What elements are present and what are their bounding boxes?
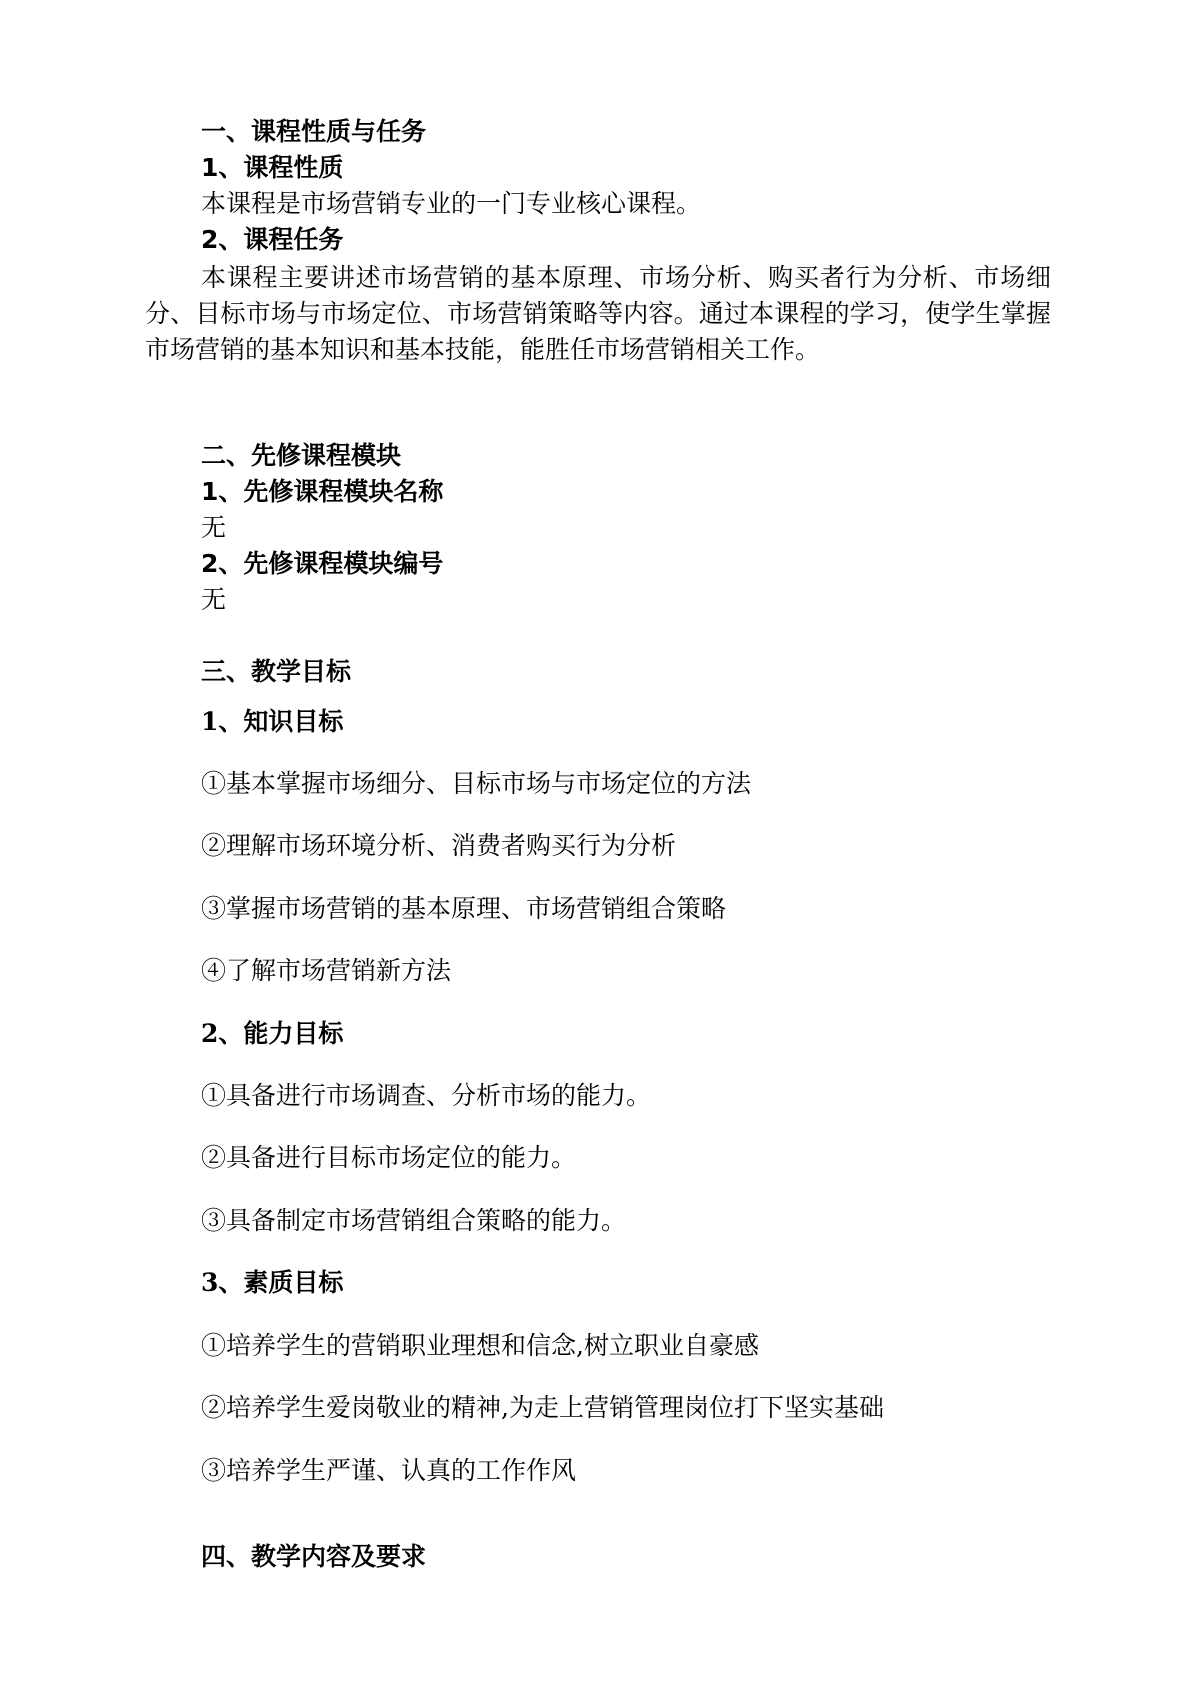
- quality-goals-title: 3、素质目标: [201, 1268, 344, 1297]
- section2-title: 二、先修课程模块: [201, 441, 402, 470]
- section2-sub2-title: 2、先修课程模块编号: [201, 549, 444, 578]
- section1-sub1-title: 1、课程性质: [201, 153, 344, 182]
- section1-sub2-text: 本课程主要讲述市场营销的基本原理、市场分析、购买者行为分析、市场细分、目标市场与市场定位、市场营销策略等内容。通过本课程的学习，使学生掌握市场营销的基本知识和基本技能，能胜任市场营销相关工作。: [145, 263, 1051, 364]
- ability-goal-item: ③具备制定市场营销组合策略的能力。: [201, 1206, 627, 1235]
- section2-sub1-title: 1、先修课程模块名称: [201, 477, 444, 506]
- knowledge-goal-item: ②理解市场环境分析、消费者购买行为分析: [201, 831, 677, 860]
- knowledge-goal-item: ①基本掌握市场细分、目标市场与市场定位的方法: [201, 769, 752, 798]
- knowledge-goal-item: ③掌握市场营销的基本原理、市场营销组合策略: [201, 894, 727, 923]
- quality-goal-item: ①培养学生的营销职业理想和信念,树立职业自豪感: [201, 1331, 759, 1360]
- section3-title: 三、教学目标: [201, 657, 352, 686]
- section1-sub2-title: 2、课程任务: [201, 225, 344, 254]
- ability-goal-item: ①具备进行市场调查、分析市场的能力。: [201, 1081, 652, 1110]
- section2-sub1-text: 无: [201, 513, 227, 542]
- quality-goal-item: ②培养学生爱岗敬业的精神,为走上营销管理岗位打下坚实基础: [201, 1393, 884, 1422]
- section2-sub2-text: 无: [201, 585, 227, 614]
- quality-goal-item: ③培养学生严谨、认真的工作作风: [201, 1456, 577, 1485]
- section1-title: 一、课程性质与任务: [201, 117, 427, 146]
- knowledge-goal-item: ④了解市场营销新方法: [201, 956, 452, 985]
- ability-goals-title: 2、能力目标: [201, 1019, 344, 1048]
- section4-title: 四、教学内容及要求: [201, 1542, 427, 1571]
- section1-sub1-text: 本课程是市场营销专业的一门专业核心课程。: [201, 189, 702, 218]
- ability-goal-item: ②具备进行目标市场定位的能力。: [201, 1143, 577, 1172]
- knowledge-goals-title: 1、知识目标: [201, 707, 344, 736]
